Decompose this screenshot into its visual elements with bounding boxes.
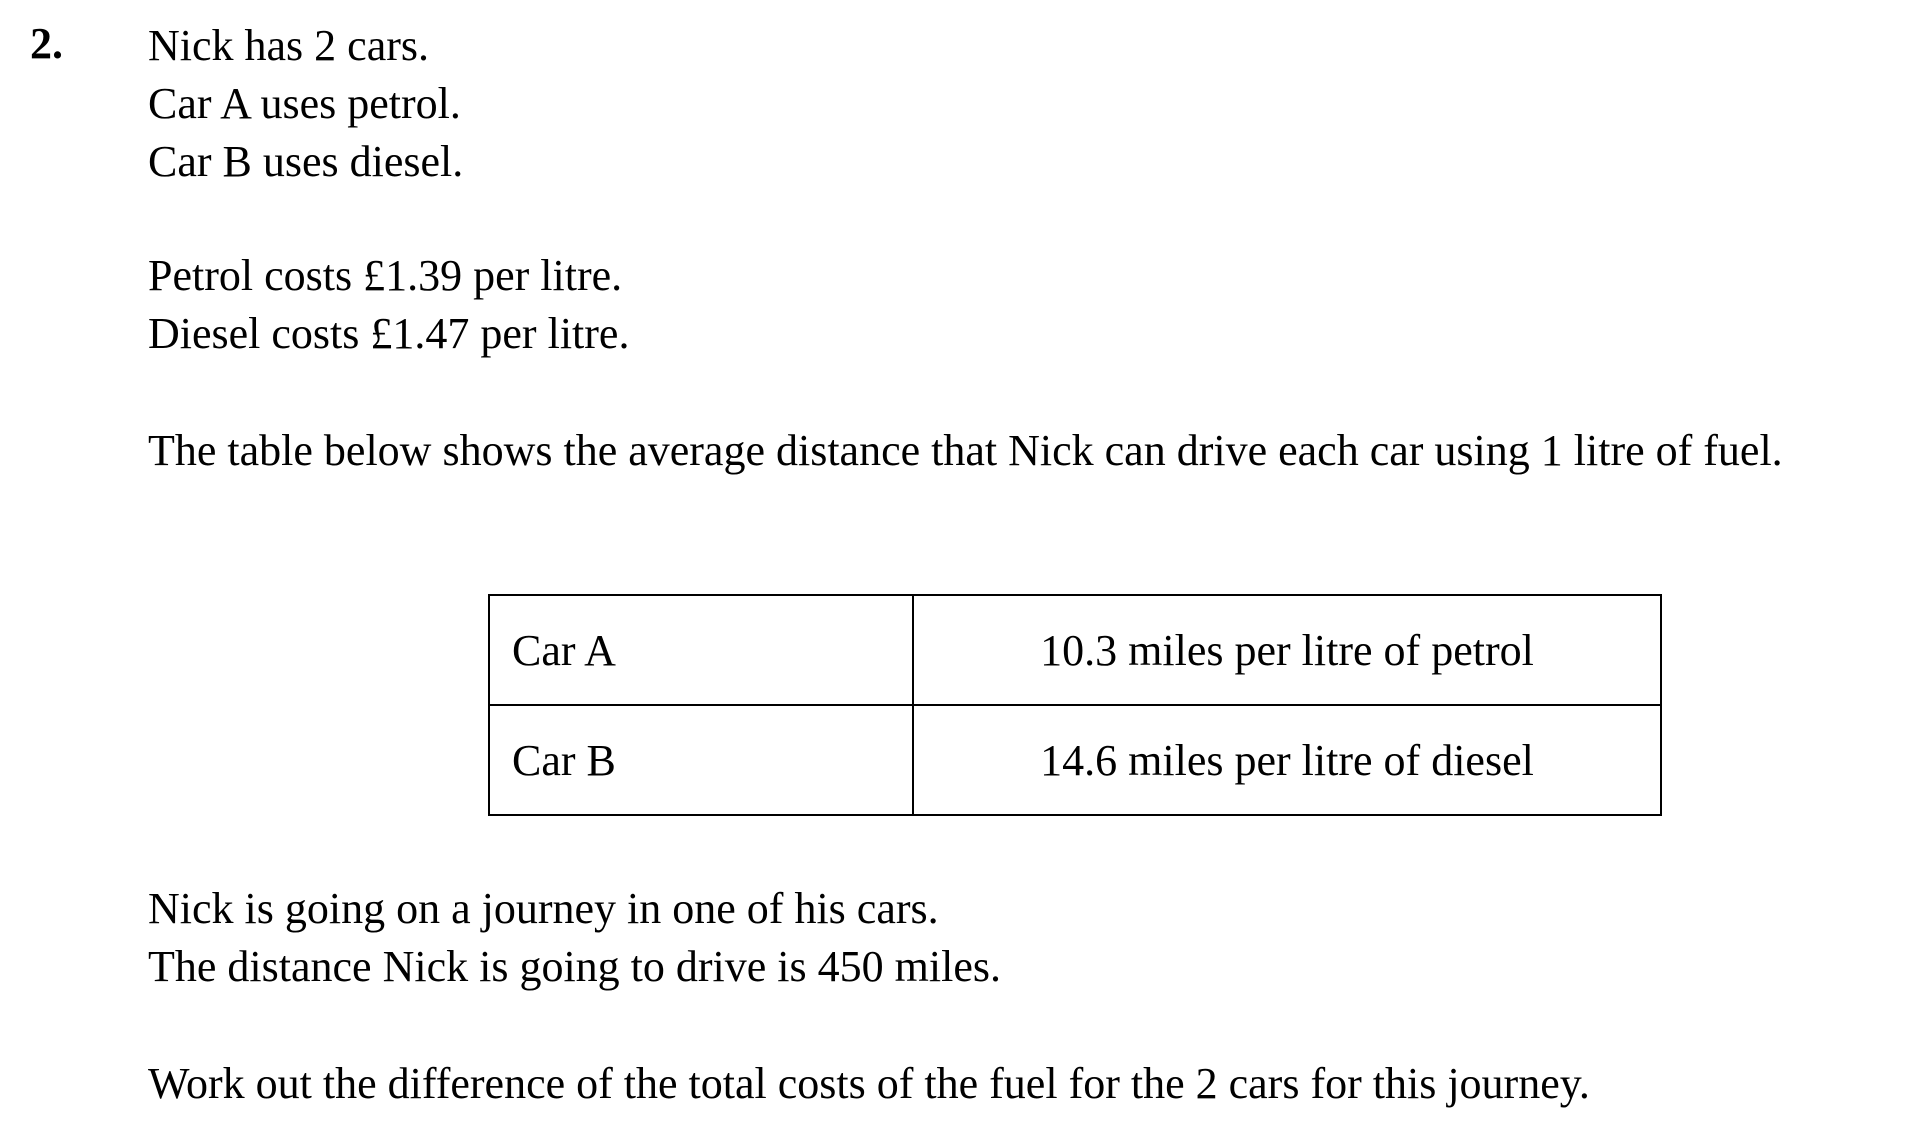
table-row bbox=[489, 705, 1661, 815]
journey-line: The distance Nick is going to drive is 450 miles. bbox=[148, 942, 1001, 991]
task-text: Work out the difference of the total costs of the fuel for the 2 cars for this journey. bbox=[148, 1059, 1590, 1108]
table-cell-rate: 10.3 miles per litre of petrol bbox=[913, 595, 1661, 705]
petrol-price-line: Petrol costs £1.39 per litre. bbox=[148, 251, 623, 300]
intro-line: Car A uses petrol. bbox=[148, 79, 461, 128]
intro-line: Car B uses diesel. bbox=[148, 137, 464, 186]
diesel-price-line: Diesel costs £1.47 per litre. bbox=[148, 309, 630, 358]
journey-line: Nick is going on a journey in one of his cars. bbox=[148, 884, 939, 933]
fuel-prices-paragraph bbox=[148, 247, 629, 363]
table-description bbox=[148, 422, 1888, 480]
journey-paragraph bbox=[148, 880, 1001, 996]
table-cell-car: Car B bbox=[489, 705, 913, 815]
fuel-efficiency-table bbox=[488, 594, 1662, 816]
intro-line: Nick has 2 cars. bbox=[148, 21, 430, 70]
intro-paragraph bbox=[148, 17, 463, 191]
table-row bbox=[489, 595, 1661, 705]
table-cell-rate: 14.6 miles per litre of diesel bbox=[913, 705, 1661, 815]
task-paragraph bbox=[148, 1055, 1590, 1113]
table-description-text: The table below shows the average distance that Nick can drive each car using 1 litre of fuel. bbox=[148, 426, 1783, 475]
question-number: 2. bbox=[30, 19, 63, 68]
table-cell-car: Car A bbox=[489, 595, 913, 705]
